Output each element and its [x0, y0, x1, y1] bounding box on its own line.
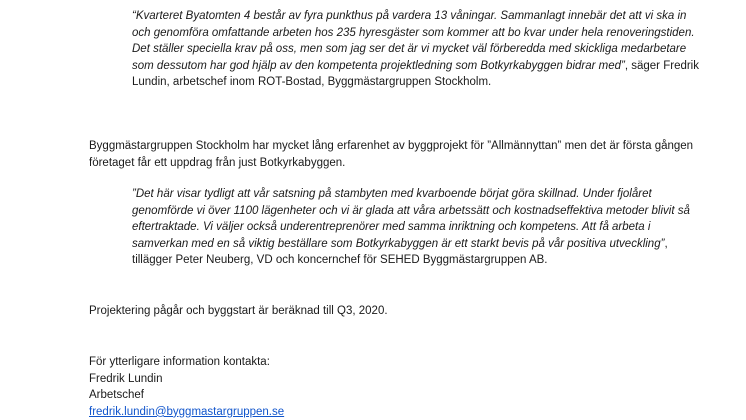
contact-heading: För ytterligare information kontakta:	[89, 356, 270, 368]
contact-role: Arbetschef	[89, 389, 144, 402]
quote-neuberg	[132, 186, 702, 269]
paragraph-schedule: Projektering pågår och byggstart är beräknad till Q3, 2020.	[89, 305, 388, 317]
quote-lundin	[132, 8, 702, 91]
quote-neuberg-text: ”Det här visar tydligt att vår satsning på stambyten med kvarboende börjat göra skillnad. Under fjolåret genomförde vi över 1100 lägenheter och vi är glada att våra arbetssätt och kostnadseffektiva metoder blivit så eftertraktade. Vi väljer också underentreprenörer med samma inriktning och kompetens. Att få arbeta i samverkan med en så viktig beställare som Botkyrkabyggen är ett starkt bevis på vår positiva utveckling”	[132, 188, 690, 250]
quote-lundin-attribution: , säger Fredrik Lundin, arbetschef inom ROT-Bostad, Byggmästargruppen Stockholm.	[132, 59, 699, 89]
quote-lundin-text: “Kvarteret Byatomten 4 består av fyra punkthus på vardera 13 våningar. Sammanlagt innebär det att vi ska in och genomföra omfattande arbeten hos 235 hyresgäster som kommer att bo kvar under hela renoveringstiden. Det ställer speciella krav på oss, men som jag ser det är vi mycket väl förberedda med skickliga medarbetare som dessutom har god hjälp av den kompetenta projektledning som Botkyrkabyggen bidrar med”	[132, 10, 695, 72]
quote-neuberg-attribution: , tillägger Peter Neuberg, VD och koncernchef för SEHED Byggmästargruppen AB.	[132, 237, 668, 267]
contact-email-link[interactable]: fredrik.lundin@byggmastargruppen.se	[89, 405, 285, 418]
contact-info	[89, 354, 489, 420]
paragraph-experience: Byggmästargruppen Stockholm har mycket lång erfarenhet av byggprojekt för ”Allmännyttan” men det är första gången företaget får ett uppdrag från just Botkyrkabyggen.	[89, 140, 694, 169]
contact-name: Fredrik Lundin	[89, 372, 163, 385]
